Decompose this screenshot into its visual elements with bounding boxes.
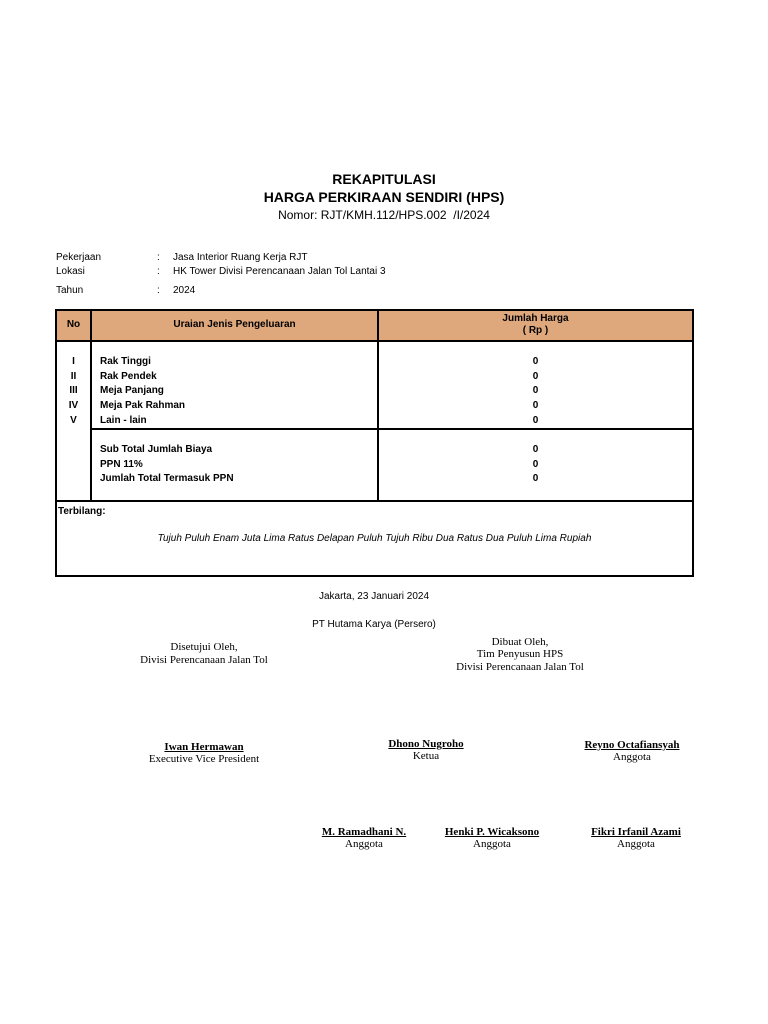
info-sep: : — [157, 285, 160, 296]
row-name: Rak Pendek — [100, 371, 157, 382]
made-by-label: Dibuat Oleh, — [491, 636, 549, 648]
signatory-role: Anggota — [473, 838, 511, 850]
info-label-pekerjaan: Pekerjaan — [56, 252, 102, 263]
row-no: III — [69, 385, 78, 396]
signatory-role: Executive Vice President — [148, 753, 260, 765]
row-value: 0 — [532, 385, 539, 396]
total-row-value: 0 — [532, 459, 539, 470]
table-header-divider — [55, 340, 694, 342]
info-sep: : — [157, 266, 160, 277]
signatory-name: M. Ramadhani N. — [321, 826, 407, 838]
approved-by-label: Disetujui Oleh, — [170, 641, 238, 653]
signatory-name: Henki P. Wicaksono — [444, 826, 540, 838]
total-row-value: 0 — [532, 473, 539, 484]
place-date: Jakarta, 23 Januari 2024 — [318, 591, 430, 602]
totals-divider — [91, 428, 694, 430]
company-name: PT Hutama Karya (Persero) — [312, 619, 436, 630]
row-name: Meja Pak Rahman — [100, 400, 186, 411]
info-value-tahun: 2024 — [173, 285, 196, 296]
terbilang-label: Terbilang: — [58, 506, 106, 517]
header-jumlah: Jumlah Harga — [502, 313, 569, 324]
row-name: Meja Panjang — [100, 385, 164, 396]
signature-block — [532, 739, 732, 763]
header-no: No — [66, 319, 81, 330]
info-label-lokasi: Lokasi — [56, 266, 85, 277]
signature-block — [326, 738, 526, 762]
signatory-role: Anggota — [345, 838, 383, 850]
info-sep: : — [157, 252, 160, 263]
made-by-division: Divisi Perencanaan Jalan Tol — [456, 661, 584, 673]
row-value: 0 — [532, 356, 539, 367]
signatory-name: Reyno Octafiansyah — [584, 739, 680, 751]
doc-subtitle: HARGA PERKIRAAN SENDIRI (HPS) — [263, 189, 505, 205]
signatory-name: Dhono Nugroho — [388, 738, 464, 750]
row-no: V — [70, 415, 77, 426]
row-value: 0 — [532, 415, 539, 426]
row-no: I — [72, 356, 75, 367]
info-value-lokasi: HK Tower Divisi Perencanaan Jalan Tol Lantai 3 — [173, 266, 386, 277]
header-uraian: Uraian Jenis Pengeluaran — [173, 319, 296, 330]
info-value-pekerjaan: Jasa Interior Ruang Kerja RJT — [173, 252, 308, 263]
info-label-tahun: Tahun — [56, 285, 84, 296]
total-row-value: 0 — [532, 444, 539, 455]
signatory-role: Ketua — [412, 750, 440, 762]
signature-block — [104, 741, 304, 765]
doc-title: REKAPITULASI — [332, 171, 436, 187]
signatory-name: Iwan Hermawan — [164, 741, 244, 753]
doc-number: Nomor: RJT/KMH.112/HPS.002 /I/2024 — [278, 208, 490, 222]
row-name: Rak Tinggi — [100, 356, 151, 367]
row-value: 0 — [532, 371, 539, 382]
row-no: IV — [68, 400, 79, 411]
signatory-name: Fikri Irfanil Azami — [591, 826, 681, 838]
terbilang-divider — [55, 500, 694, 502]
signature-block — [536, 826, 736, 850]
row-name: Lain - lain — [100, 415, 147, 426]
signatory-role: Anggota — [613, 751, 651, 763]
row-no: II — [70, 371, 77, 382]
total-row-name: Jumlah Total Termasuk PPN — [100, 473, 234, 484]
col-divider-no — [90, 309, 92, 502]
signatory-role: Anggota — [617, 838, 655, 850]
terbilang-text: Tujuh Puluh Enam Juta Lima Ratus Delapan Puluh Tujuh Ribu Dua Ratus Dua Puluh Lima Rupiah — [157, 533, 592, 544]
total-row-name: PPN 11% — [100, 459, 143, 470]
row-value: 0 — [532, 400, 539, 411]
total-row-name: Sub Total Jumlah Biaya — [100, 444, 213, 455]
header-jumlah-unit: ( Rp ) — [522, 325, 549, 336]
approved-by-division: Divisi Perencanaan Jalan Tol — [140, 654, 268, 666]
made-by-team: Tim Penyusun HPS — [476, 648, 564, 660]
